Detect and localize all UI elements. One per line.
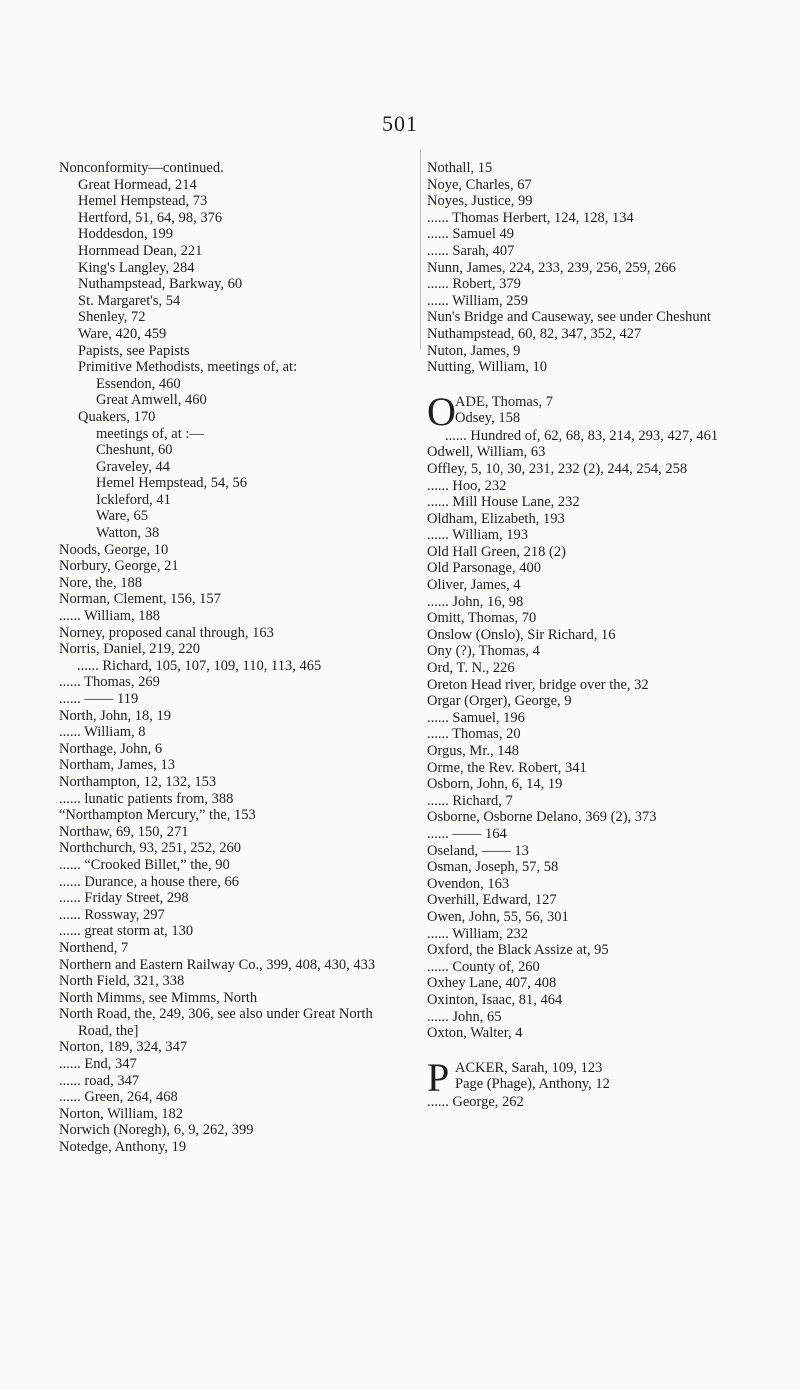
index-entry: Northampton, 12, 132, 153 [59,773,217,790]
index-entry: Nutting, William, 10 [427,359,547,376]
index-entry: Norman, Clement, 156, 157 [59,591,221,608]
index-entry: Noyes, Justice, 99 [427,193,533,210]
index-entry: Hemel Hempstead, 73 [78,193,208,210]
index-entry: Odwell, William, 63 [427,444,546,461]
index-entry: Ovendon, 163 [427,875,510,892]
index-entry: ...... Thomas, 269 [59,674,160,691]
index-entry: ...... Richard, 105, 107, 109, 110, 113, 465 [77,657,322,674]
index-entry: Oxford, the Black Assize at, 95 [427,942,609,959]
index-entry: ...... Mill House Lane, 232 [427,494,580,511]
index-entry: North Field, 321, 338 [59,973,185,990]
index-entry: Offley, 5, 10, 30, 231, 232 (2), 244, 254, 258 [427,460,688,477]
index-entry: Hoddesdon, 199 [78,226,174,243]
index-entry: Nore, the, 188 [59,574,142,591]
index-entry: Hertford, 51, 64, 98, 376 [78,209,223,226]
section-p-entries [427,1094,753,1111]
index-entry: North Mimms, see Mimms, North [59,989,258,1006]
index-entry: Oxhey Lane, 407, 408 [427,975,557,992]
index-entry: Orgar (Orger), George, 9 [427,693,572,710]
index-entry: Page (Phage), Anthony, 12 [455,1076,610,1093]
index-entry: Northchurch, 93, 251, 252, 260 [59,840,242,857]
index-entry: Old Hall Green, 218 (2) [427,543,566,560]
index-entry: Old Parsonage, 400 [427,560,541,577]
index-entry: Nun's Bridge and Causeway, see under Cheshunt [427,309,711,326]
index-entry: Osborne, Osborne Delano, 369 (2), 373 [427,809,657,826]
section-p-dropcap: P [427,1054,450,1100]
index-entry: ...... End, 347 [59,1056,137,1073]
index-entry: ...... —— 164 [427,825,507,842]
index-column-right [427,160,753,1110]
index-entry: Essendon, 460 [96,375,181,392]
index-entry: ...... “Crooked Billet,” the, 90 [59,856,230,873]
index-entry: Oliver, James, 4 [427,577,521,594]
index-entry: Nonconformity—continued. [59,160,224,176]
index-entry: Norton, William, 182 [59,1105,184,1122]
section-o-dropcap: O [427,388,456,434]
index-entry: Primitive Methodists, meetings of, at: [78,359,298,376]
index-entry: St. Margaret's, 54 [78,292,181,309]
index-entry: Osborn, John, 6, 14, 19 [427,776,563,793]
index-entry: Northaw, 69, 150, 271 [59,823,189,840]
index-entry: Norwich (Noregh), 6, 9, 262, 399 [59,1122,254,1139]
index-entry: Quakers, 170 [78,408,156,425]
index-entry: ...... George, 262 [427,1093,524,1110]
index-entry: King's Langley, 284 [78,259,195,276]
index-entry: ...... William, 193 [427,527,529,544]
index-entry: Northend, 7 [59,939,129,956]
index-entry: Onslow (Onslo), Sir Richard, 16 [427,626,616,643]
index-entry: Papists, see Papists [78,342,190,359]
index-entry: ...... great storm at, 130 [59,923,194,940]
index-entry: ...... William, 188 [59,608,161,625]
index-entry: ...... Thomas, 20 [427,726,521,743]
index-entry: ...... Hundred of, 62, 68, 83, 214, 293, 427, 461 [445,427,719,444]
index-entry: meetings of, at :— [96,425,204,442]
index-entry: Oxton, Walter, 4 [427,1025,523,1042]
index-entry: ...... County of, 260 [427,958,540,975]
index-entry: ...... Durance, a house there, 66 [59,873,239,890]
index-entry: Nuthampstead, 60, 82, 347, 352, 427 [427,325,642,342]
index-entry: Oxinton, Isaac, 81, 464 [427,991,563,1008]
index-entry: Noye, Charles, 67 [427,176,532,193]
index-entry: “Northampton Mercury,” the, 153 [59,807,256,824]
index-entry: Northern and Eastern Railway Co., 399, 408, 430, 433 [59,956,376,973]
index-entry: Owen, John, 55, 56, 301 [427,908,569,925]
index-entry: ...... William, 232 [427,925,529,942]
section-o-entries [427,428,753,1042]
index-entry: Cheshunt, 60 [96,442,173,459]
index-entry: ...... road, 347 [59,1072,140,1089]
index-entry: ...... Samuel, 196 [427,709,525,726]
section-p-heading [427,1054,753,1100]
index-entry: Nuton, James, 9 [427,342,521,359]
index-column-left [59,160,379,1156]
index-entry: ...... John, 65 [427,1008,502,1025]
index-entry: Oldham, Elizabeth, 193 [427,510,565,527]
index-entry: Odsey, 158 [455,410,521,427]
index-entry: Shenley, 72 [78,309,146,326]
index-entry: Watton, 38 [96,525,160,542]
index-entry: ...... —— 119 [59,691,139,707]
index-entry: Great Hormead, 214 [78,176,197,193]
index-entry: Ickleford, 41 [96,491,171,508]
index-entry: Northam, James, 13 [59,757,175,774]
index-entry: Norbury, George, 21 [59,558,179,575]
column-rule [420,150,421,350]
index-entry: Ware, 420, 459 [78,325,167,342]
index-entry: ...... Green, 264, 468 [59,1089,178,1106]
index-entry: Notedge, Anthony, 19 [59,1139,187,1156]
index-entry: Oreton Head river, bridge over the, 32 [427,676,649,693]
index-entry: ...... Robert, 379 [427,276,521,293]
index-entry: Graveley, 44 [96,458,170,475]
section-o-heading [427,388,753,434]
index-entry: Ony (?), Thomas, 4 [427,643,540,660]
index-entry: Norney, proposed canal through, 163 [59,624,274,641]
index-entry: ACKER, Sarah, 109, 123 [455,1059,603,1076]
index-entry: Noods, George, 10 [59,541,169,558]
index-entry: ...... Richard, 7 [427,792,513,809]
index-entry: North, John, 18, 19 [59,707,171,724]
index-entry: ...... Thomas Herbert, 124, 128, 134 [427,209,634,226]
index-entry: Nuthampstead, Barkway, 60 [78,276,243,293]
index-entry: ...... Friday Street, 298 [59,890,189,907]
index-entry: ...... Hoo, 232 [427,477,507,494]
index-entry: ...... Sarah, 407 [427,242,515,259]
index-entry: Orgus, Mr., 148 [427,743,519,759]
index-entry: Ware, 65 [96,508,148,525]
index-entry: Norris, Daniel, 219, 220 [59,641,200,658]
index-entry: Osman, Joseph, 57, 58 [427,859,559,876]
index-entry: ADE, Thomas, 7 [455,393,554,410]
index-entry: Ord, T. N., 226 [427,660,515,677]
index-entry: Omitt, Thomas, 70 [427,610,537,627]
index-entry: ...... William, 259 [427,292,529,309]
n-entries-continued [427,160,753,376]
index-entry: Hemel Hempstead, 54, 56 [96,475,248,492]
index-entry: Nunn, James, 224, 233, 239, 256, 259, 266 [427,259,676,276]
index-entry: Overhill, Edward, 127 [427,892,557,909]
index-entry: Hornmead Dean, 221 [78,242,203,259]
index-entry: Orme, the Rev. Robert, 341 [427,759,587,776]
index-entry: Northage, John, 6 [59,740,163,757]
index-entry: North Road, the, 249, 306, see also under Great North Road, the] [59,1006,373,1039]
index-entry: ...... John, 16, 98 [427,593,524,610]
index-entry: Great Amwell, 460 [96,392,207,409]
index-entry: Oseland, —— 13 [427,842,529,859]
index-entry: Norton, 189, 324, 347 [59,1039,188,1056]
index-entry: ...... lunatic patients from, 388 [59,790,234,807]
index-entry: Nothall, 15 [427,160,493,176]
index-entry: ...... Samuel 49 [427,226,514,243]
page-number: 501 [382,111,418,136]
index-entry: ...... William, 8 [59,724,146,741]
index-entry: ...... Rossway, 297 [59,906,165,923]
